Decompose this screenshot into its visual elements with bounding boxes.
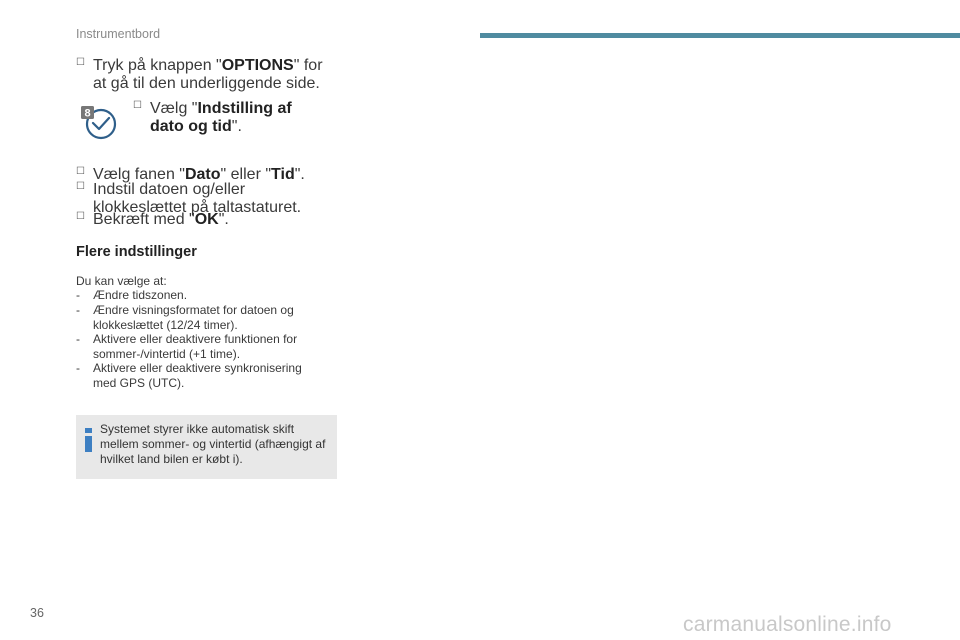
- list-item-text: Aktivere eller deaktivere funktionen for sommer-/vintertid (+1 time).: [93, 332, 298, 361]
- step-marker: ☐: [76, 57, 85, 68]
- list-dash: -: [76, 288, 80, 302]
- list-item: [76, 332, 336, 362]
- intro-text: Du kan vælge at:: [76, 274, 167, 288]
- list-item: [76, 361, 336, 391]
- step-marker: ☐: [76, 211, 85, 222]
- step-text: Indstil datoen og/eller klokkeslættet på taltastaturet.: [93, 181, 302, 216]
- info-box: [76, 415, 337, 479]
- list-item: [76, 288, 336, 303]
- info-text: Systemet styrer ikke automatisk skift mellem sommer- og vintertid (afhængigt af hvilket land bilen er købt i).: [100, 422, 326, 466]
- page-number: 36: [30, 606, 44, 620]
- step-marker: ☐: [76, 166, 85, 177]
- header-accent-bar: [480, 33, 960, 38]
- list-item-text: Ændre visningsformatet for datoen og klokkeslættet (12/24 timer).: [93, 303, 294, 332]
- step-options: [76, 57, 326, 93]
- list-item: [76, 303, 336, 333]
- step-text: Vælg fanen "Dato" eller "Tid".: [93, 166, 305, 183]
- list-dash: -: [76, 332, 80, 346]
- step-date-time-setting: [133, 100, 323, 136]
- list-dash: -: [76, 361, 80, 375]
- list-item-text: Ændre tidszonen.: [93, 288, 188, 302]
- clock-badge: 8: [84, 107, 91, 120]
- list-dash: -: [76, 303, 80, 317]
- step-confirm: [76, 211, 326, 229]
- watermark: carmanualsonline.info: [683, 613, 892, 636]
- step-text: Tryk på knappen "OPTIONS" for at gå til den underliggende side.: [93, 57, 323, 92]
- step-marker: ☐: [133, 100, 142, 111]
- clock-icon: [80, 103, 118, 141]
- sub-heading: Flere indstillinger: [76, 244, 197, 260]
- info-icon: [85, 428, 92, 452]
- list-item-text: Aktivere eller deaktivere synkronisering med GPS (UTC).: [93, 361, 302, 390]
- step-text: Vælg "Indstilling af dato og tid".: [150, 100, 292, 135]
- step-marker: ☐: [76, 181, 85, 192]
- section-header: Instrumentbord: [76, 27, 161, 41]
- step-text: Bekræft med "OK".: [93, 211, 229, 228]
